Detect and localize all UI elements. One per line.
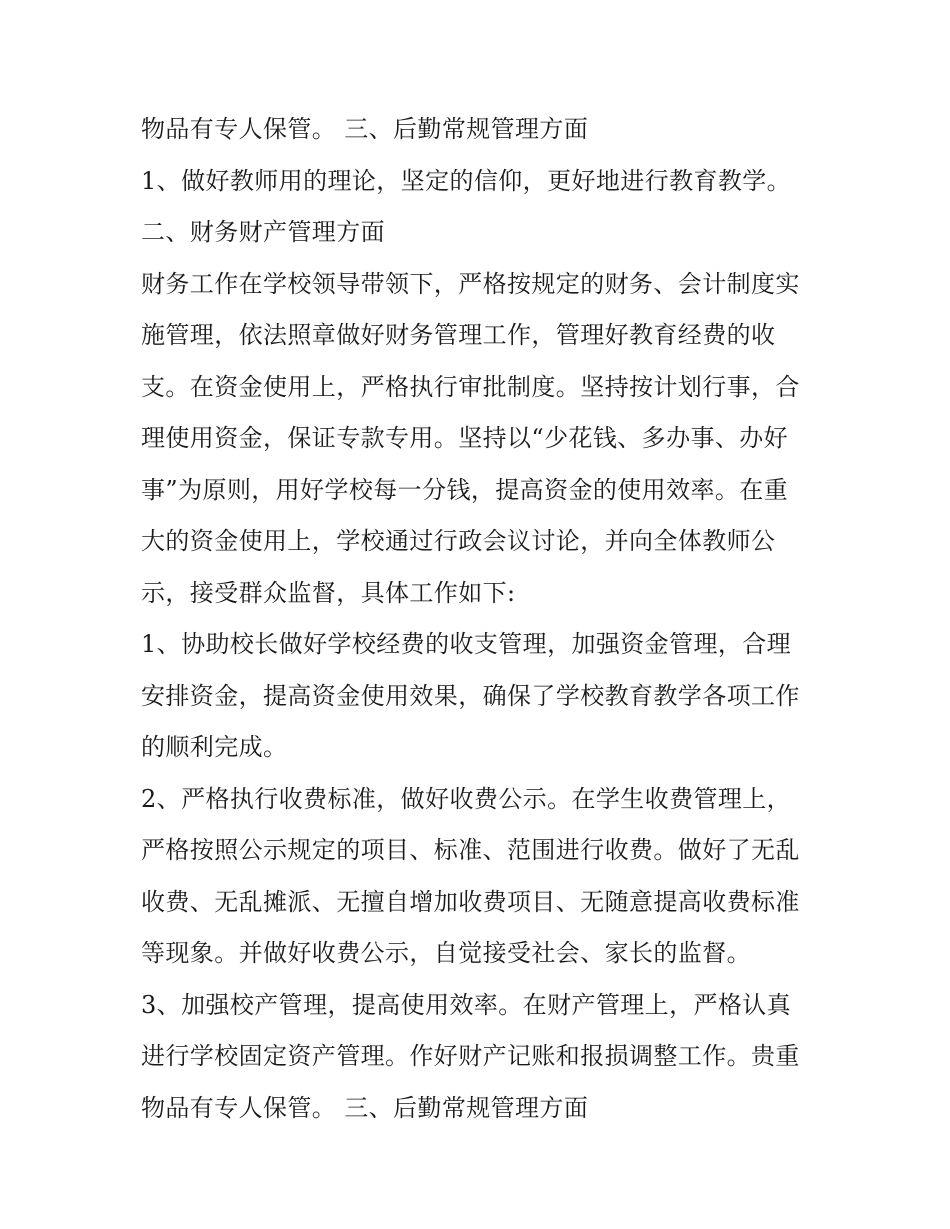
text-line: 示，接受群众监督，具体工作如下: — [141, 578, 516, 607]
text-line: 严格按照公示规定的项目、标准、范围进行收费。做好了无乱 — [141, 836, 800, 864]
section-heading: 二、财务财产管理方面 — [141, 218, 385, 246]
text-line: 收费、无乱摊派、无擅自增加收费项目、无随意提高收费标准 — [141, 887, 800, 916]
text-line: 物品有专人保管。 三、后勤常规管理方面 — [141, 1093, 589, 1122]
document-body — [141, 104, 821, 1134]
text-line: 3、加强校产管理，提高使用效率。在财产管理上，严格认真 — [141, 990, 792, 1019]
text-line: 进行学校固定资产管理。作好财产记账和报损调整工作。贵重 — [141, 1042, 800, 1070]
text-line: 物品有专人保管。 三、后勤常规管理方面 — [141, 115, 589, 143]
text-line: 1、做好教师用的理论，坚定的信仰，更好地进行教育教学。 — [141, 166, 792, 195]
text-line: 2、严格执行收费标准，做好收费公示。在学生收费管理上， — [141, 784, 792, 813]
text-line: 财务工作在学校领导带领下，严格按规定的财务、会计制度实 — [141, 269, 800, 298]
text-line: 事”为原则，用好学校每一分钱，提高资金的使用效率。在重 — [141, 475, 789, 504]
text-line: 1、协助校长做好学校经费的收支管理，加强资金管理，合理 — [141, 630, 792, 658]
text-line: 支。在资金使用上，严格执行审批制度。坚持按计划行事，合 — [141, 372, 800, 401]
text-line: 施管理，依法照章做好财务管理工作，管理好教育经费的收 — [141, 321, 776, 349]
text-line: 的顺利完成。 — [141, 733, 288, 761]
text-line: 等现象。并做好收费公示，自觉接受社会、家长的监督。 — [141, 939, 751, 967]
text-line: 安排资金，提高资金使用效果，确保了学校教育教学各项工作 — [141, 681, 800, 710]
text-line: 大的资金使用上，学校通过行政会议讨论，并向全体教师公 — [141, 527, 776, 555]
text-line: 理使用资金，保证专款专用。坚持以“少花钱、多办事、办好 — [141, 424, 789, 452]
